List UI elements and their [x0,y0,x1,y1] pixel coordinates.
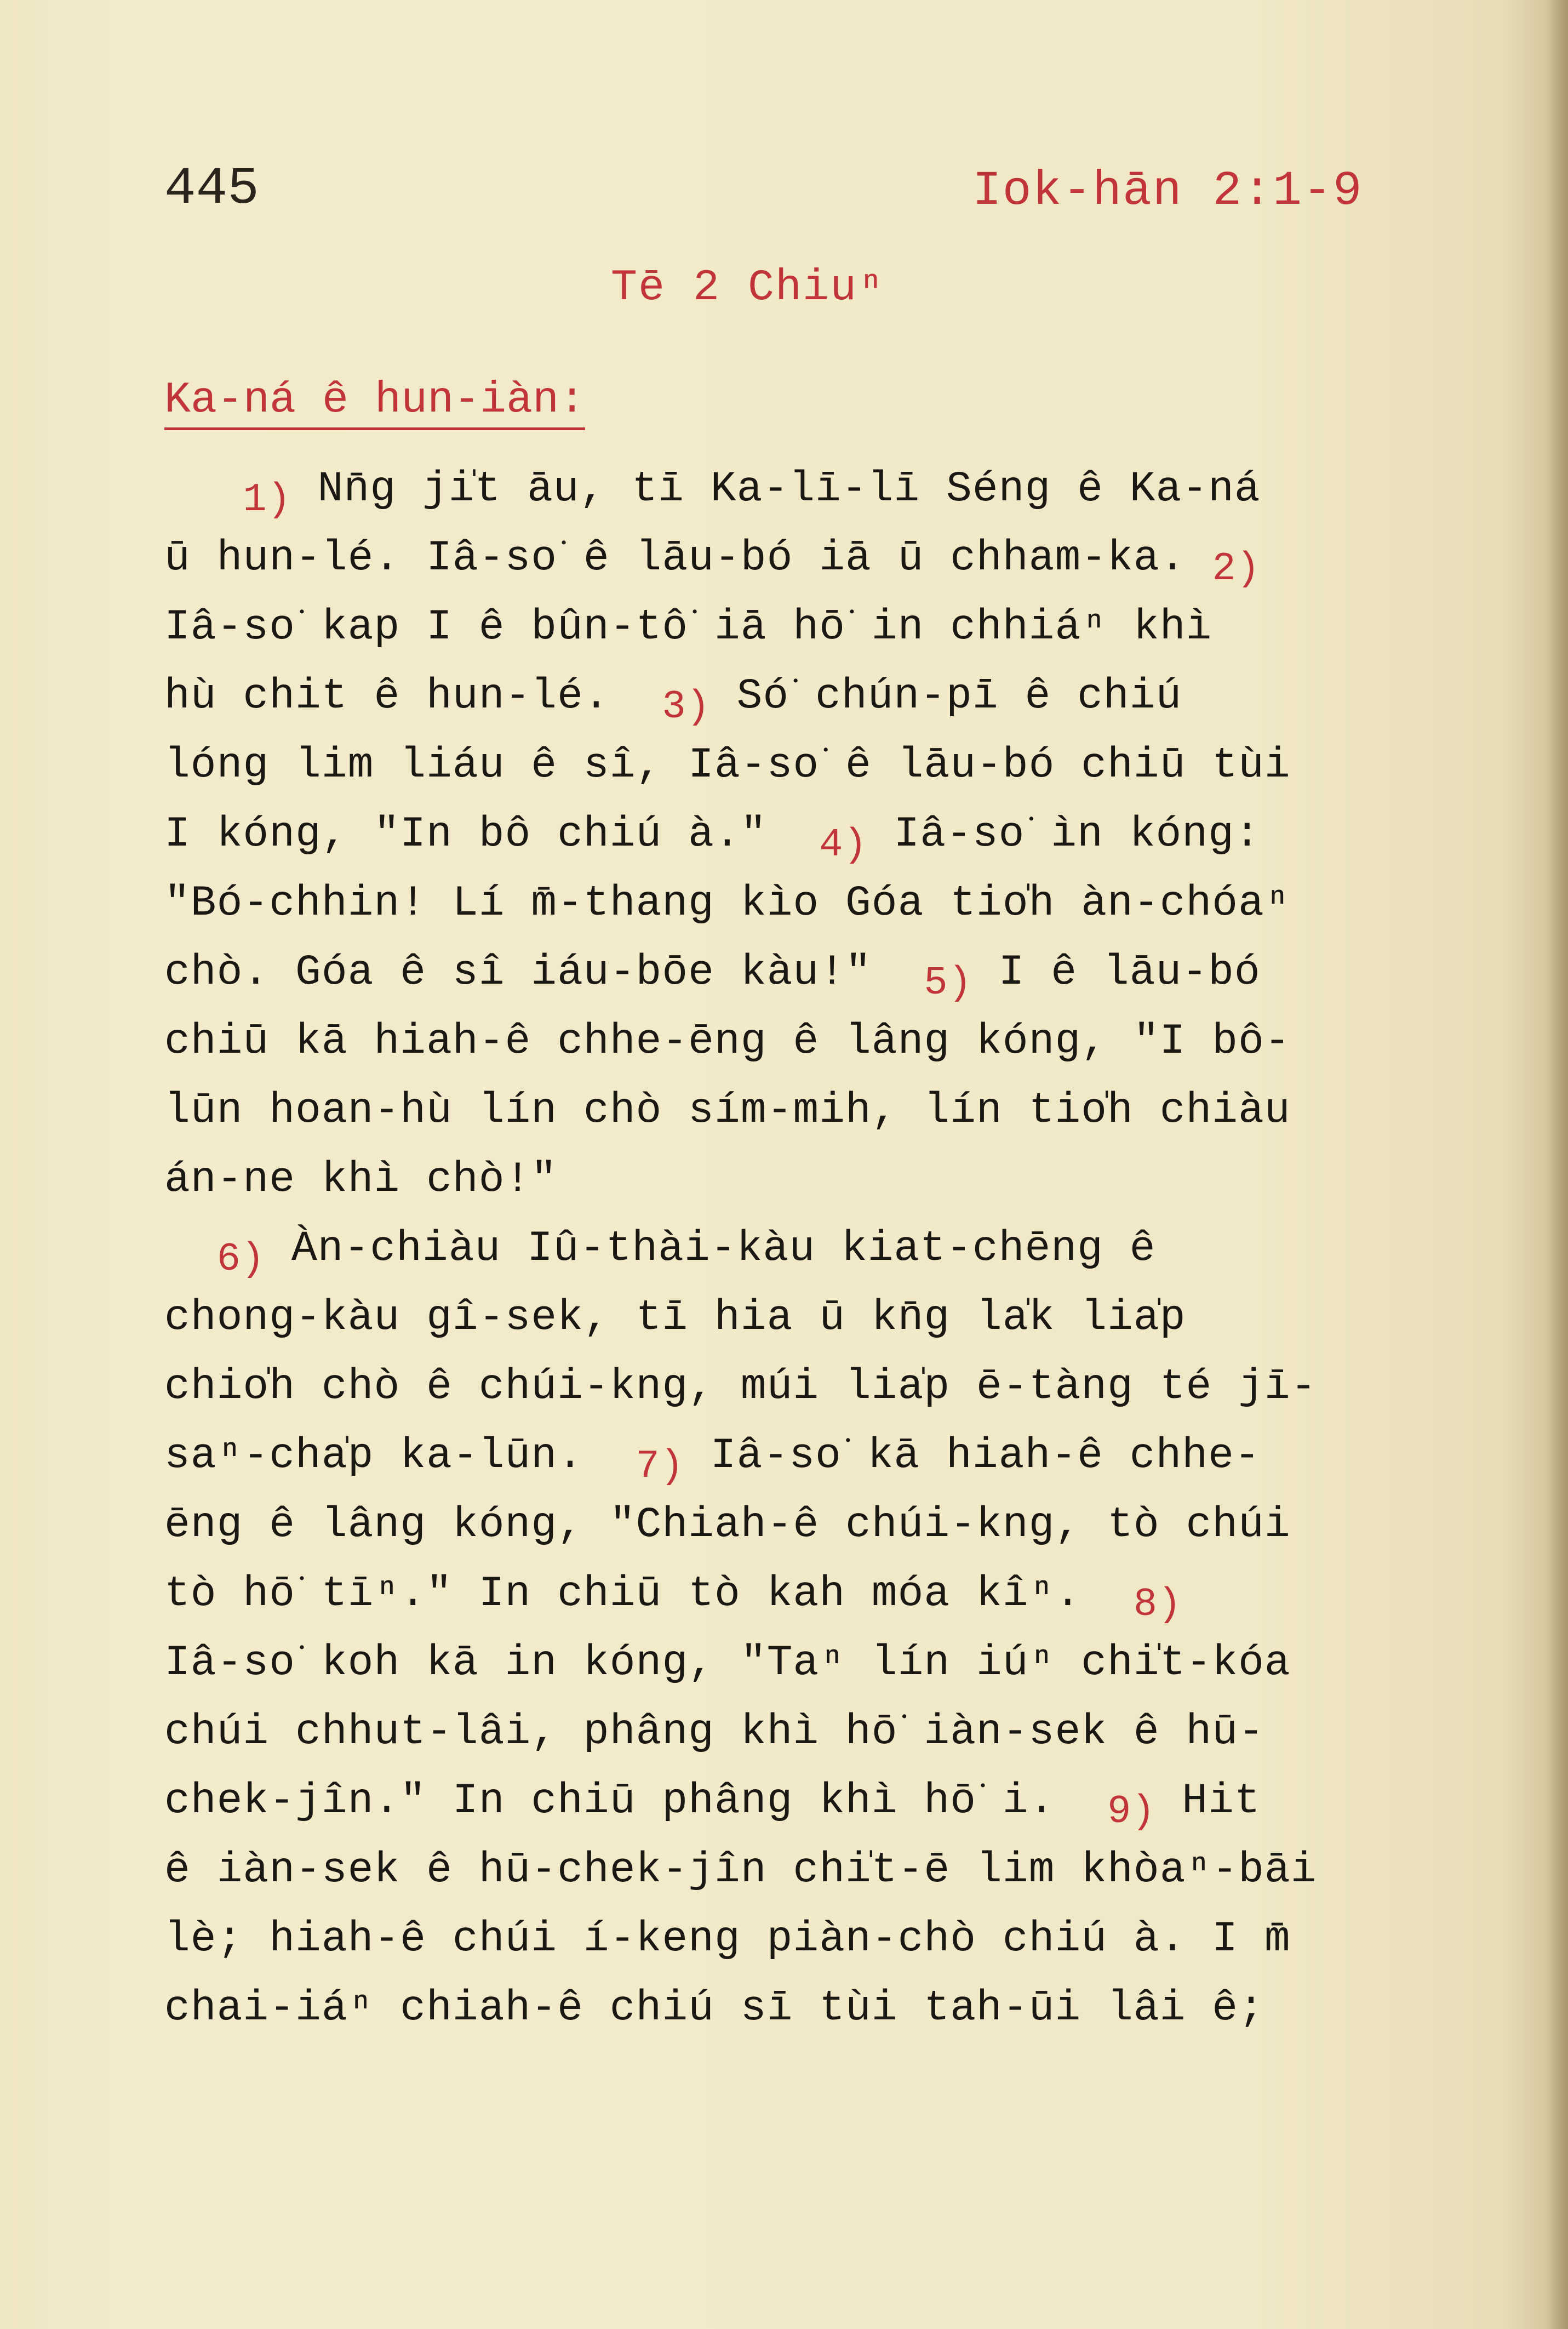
verse-number: 3) [662,684,711,729]
text-line [164,524,1435,593]
line-text: chiū kā hiah-ê chhe-ēng ê lâng kóng, "I bô- [164,1018,1291,1066]
chapter-title: Tē 2 Chiuⁿ [611,263,885,313]
line-text: chúi chhut-lâi, phâng khì hō͘ iàn-sek ê hū- [164,1708,1264,1756]
text-line [164,1283,1435,1352]
line-text: saⁿ-cha̍p ka-lūn. [164,1432,636,1480]
line-text: lūn hoan-hù lín chò sím-mih, lín tio̍h chiàu [164,1087,1291,1135]
line-text: ê iàn-sek ê hū-chek-jîn chi̍t-ē lim khòaⁿ-bāi [164,1846,1317,1894]
line-text: hù chit ê hun-lé. [164,672,662,721]
line-text: chai-iáⁿ chiah-ê chiú sī tùi tah-ūi lâi ê; [164,1984,1264,2033]
line-text: Iâ-so͘ kā hiah-ê chhe- [684,1432,1261,1480]
text-line [164,869,1435,938]
text-line [164,1836,1435,1905]
running-head: Iok-hān 2:1-9 [972,164,1363,219]
verse-number: 7) [636,1444,684,1489]
text-line [164,593,1435,662]
text-line [164,800,1435,869]
line-text: Iâ-so͘ koh kā in kóng, "Taⁿ lín iúⁿ chi̍t-kóa [164,1639,1291,1687]
text-line [164,1767,1435,1836]
line-text: I ê lāu-bó [972,949,1261,997]
verse-number: 5) [924,961,972,1006]
verse-number: 6) [216,1237,266,1282]
line-text: chio̍h chò ê chúi-kng, múi lia̍p ē-tàng té jī- [164,1363,1317,1411]
text-line [164,1491,1435,1560]
text-line [164,1007,1435,1076]
line-text: ēng ê lâng kóng, "Chiah-ê chúi-kng, tò chúi [164,1501,1291,1549]
text-line [164,455,1435,524]
text-line [164,1698,1435,1767]
text-line [164,1076,1435,1145]
line-text: chong-kàu gî-sek, tī hia ū kn̄g la̍k lia̍p [164,1294,1186,1342]
text-line [164,1145,1435,1214]
line-text: lè; hiah-ê chúi í-keng piàn-chò chiú à. I m̄ [164,1915,1291,1963]
line-text: án-ne khì chò!" [164,1156,558,1204]
line-text: I kóng, "In bô chiú à." [164,810,820,859]
body-text [164,455,1435,2043]
text-line [164,731,1435,800]
line-text: "Bó-chhin! Lí m̄-thang kìo Góa tio̍h àn-chóaⁿ [164,880,1291,928]
line-text: chek-jîn." In chiū phâng khì hō͘ i. [164,1777,1108,1825]
line-text: lóng lim liáu ê sî, Iâ-so͘ ê lāu-bó chiū tùi [164,741,1291,790]
line-text: chò. Góa ê sî iáu-bōe kàu!" [164,949,924,997]
line-text: Àn-chiàu Iû-thài-kàu kiat-chēng ê [265,1225,1156,1273]
verse-number: 2) [1212,546,1261,591]
text-line [164,1560,1435,1629]
line-text: Nn̄g ji̍t āu, tī Ka-lī-lī Séng ê Ka-ná [291,465,1261,513]
verse-number: 1) [243,477,291,522]
text-line [164,1214,1435,1283]
line-text: Só͘ chún-pī ê chiú [710,672,1182,721]
text-line [164,1905,1435,1974]
verse-number: 4) [819,823,868,867]
text-line [164,1352,1435,1422]
section-heading: Ka-ná ê hun-iàn: [164,375,585,430]
verse-number: 9) [1107,1789,1156,1834]
line-text: tò hō͘ tīⁿ." In chiū tò kah móa kîⁿ. [164,1570,1134,1618]
line-text: ū hun-lé. Iâ-so͘ ê lāu-bó iā ū chham-ka. [164,534,1212,583]
text-line [164,662,1435,731]
page-number: 445 [164,159,259,219]
line-text: Hit [1155,1777,1261,1825]
verse-number: 8) [1133,1582,1182,1627]
text-line [164,1422,1435,1491]
line-text: Iâ-so͘ ìn kóng: [867,810,1261,859]
text-line [164,1629,1435,1698]
text-line [164,938,1435,1007]
text-line [164,1974,1435,2043]
line-text: Iâ-so͘ kap I ê bûn-tô͘ iā hō͘ in chhiáⁿ khì [164,603,1212,652]
